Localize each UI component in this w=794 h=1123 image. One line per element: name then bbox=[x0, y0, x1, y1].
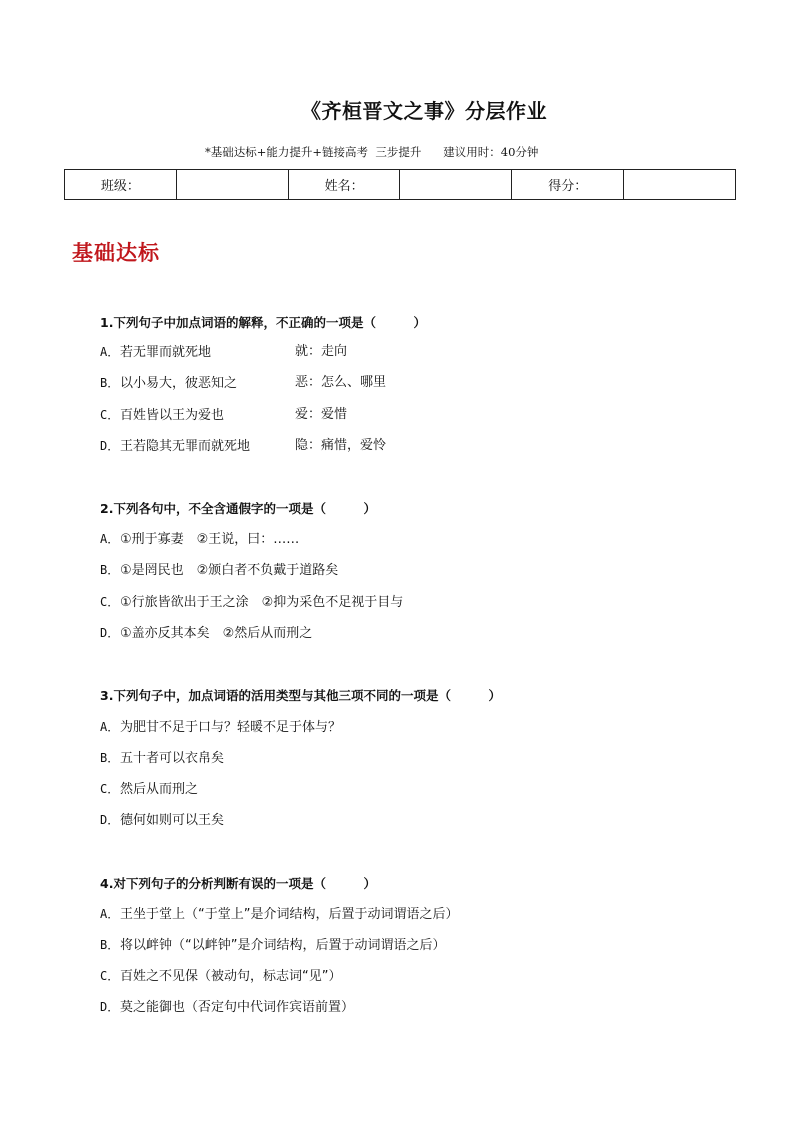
question-1-stem: 1.下列句子中加点词语的解释，不正确的一项是（ ） bbox=[100, 315, 426, 330]
class-label: 班级： bbox=[65, 170, 177, 200]
question-4-option-a bbox=[100, 905, 458, 924]
question-2-stem: 2.下列各句中，不全含通假字的一项是（ ） bbox=[100, 501, 376, 516]
question-4-option-c bbox=[100, 967, 341, 986]
option-text: 王坐于堂上（“于堂上”是介词结构，后置于动词谓语之后） bbox=[120, 907, 459, 922]
question-2-option-c bbox=[100, 593, 403, 612]
class-field[interactable] bbox=[176, 170, 288, 200]
option-gloss: 爱：爱惜 bbox=[295, 407, 348, 422]
question-1-option-a bbox=[100, 343, 348, 362]
question-4-option-d bbox=[100, 998, 354, 1017]
option-text: 德何如则可以王矣 bbox=[120, 813, 225, 828]
question-4-stem: 4.对下列句子的分析判断有误的一项是（ ） bbox=[100, 876, 376, 891]
option-gloss: 就：走向 bbox=[295, 344, 348, 359]
option-letter: A． bbox=[100, 345, 120, 359]
question-2-option-b bbox=[100, 561, 338, 580]
question-2-option-a bbox=[100, 530, 299, 549]
option-letter: B． bbox=[100, 938, 120, 952]
subtitle: *基础达标+能力提升+链接高考 三步提升 建议用时：40分钟 bbox=[205, 145, 539, 159]
page-title bbox=[0, 95, 794, 124]
option-text: 然后从而刑之 bbox=[120, 782, 199, 797]
option-text: 王若隐其无罪而就死地 bbox=[120, 439, 251, 454]
question-1-option-b bbox=[100, 374, 387, 393]
question-3-option-b bbox=[100, 749, 224, 768]
option-letter: C． bbox=[100, 595, 120, 609]
name-field[interactable] bbox=[400, 170, 512, 200]
option-letter: A． bbox=[100, 720, 120, 734]
option-letter: D． bbox=[100, 626, 120, 640]
option-letter: C． bbox=[100, 408, 120, 422]
option-letter: C． bbox=[100, 782, 120, 796]
option-letter: A． bbox=[100, 532, 120, 546]
option-text: 百姓之不见保（被动句，标志词“见”） bbox=[120, 969, 342, 984]
question-1-option-c bbox=[100, 406, 348, 425]
option-text: 百姓皆以王为爱也 bbox=[120, 408, 225, 423]
score-field[interactable] bbox=[624, 170, 736, 200]
option-letter: D． bbox=[100, 439, 120, 453]
option-letter: B． bbox=[100, 376, 120, 390]
option-letter: D． bbox=[100, 1000, 120, 1014]
option-text: ①行旅皆欲出于王之涂 ②抑为采色不足视于目与 bbox=[120, 595, 404, 610]
option-text: ①刑于寡妻 ②王说，曰：…… bbox=[120, 532, 300, 547]
question-4-option-b bbox=[100, 936, 445, 955]
option-letter: D． bbox=[100, 813, 120, 827]
score-label: 得分： bbox=[512, 170, 624, 200]
info-table bbox=[64, 169, 736, 200]
option-text: ①是罔民也 ②颁白者不负戴于道路矣 bbox=[120, 563, 339, 578]
question-3-option-a bbox=[100, 718, 341, 737]
option-text: 五十者可以衣帛矣 bbox=[120, 751, 225, 766]
option-text: ①盖亦反其本矣 ②然后从而刑之 bbox=[120, 626, 313, 641]
option-gloss: 恶：怎么、哪里 bbox=[295, 375, 387, 390]
option-gloss: 隐：痛惜，爱怜 bbox=[295, 438, 387, 453]
section-title: 基础达标 bbox=[72, 240, 160, 265]
option-text: 为肥甘不足于口与？轻暖不足于体与？ bbox=[120, 720, 342, 735]
option-text: 莫之能御也（否定句中代词作宾语前置） bbox=[120, 1000, 355, 1015]
option-text: 若无罪而就死地 bbox=[120, 345, 212, 360]
question-3-option-d bbox=[100, 811, 224, 830]
question-2-option-d bbox=[100, 624, 312, 643]
name-label: 姓名： bbox=[288, 170, 400, 200]
option-letter: C． bbox=[100, 969, 120, 983]
question-3-stem: 3.下列句子中，加点词语的活用类型与其他三项不同的一项是（ ） bbox=[100, 688, 501, 703]
title-text: 《齐桓晋文之事》分层作业 bbox=[301, 99, 547, 123]
option-text: 将以衅钟（“以衅钟”是介词结构，后置于动词谓语之后） bbox=[120, 938, 446, 953]
option-letter: A． bbox=[100, 907, 120, 921]
question-3-option-c bbox=[100, 780, 198, 799]
question-1-option-d bbox=[100, 437, 387, 456]
option-letter: B． bbox=[100, 751, 120, 765]
option-letter: B． bbox=[100, 563, 120, 577]
option-text: 以小易大，彼恶知之 bbox=[120, 376, 238, 391]
